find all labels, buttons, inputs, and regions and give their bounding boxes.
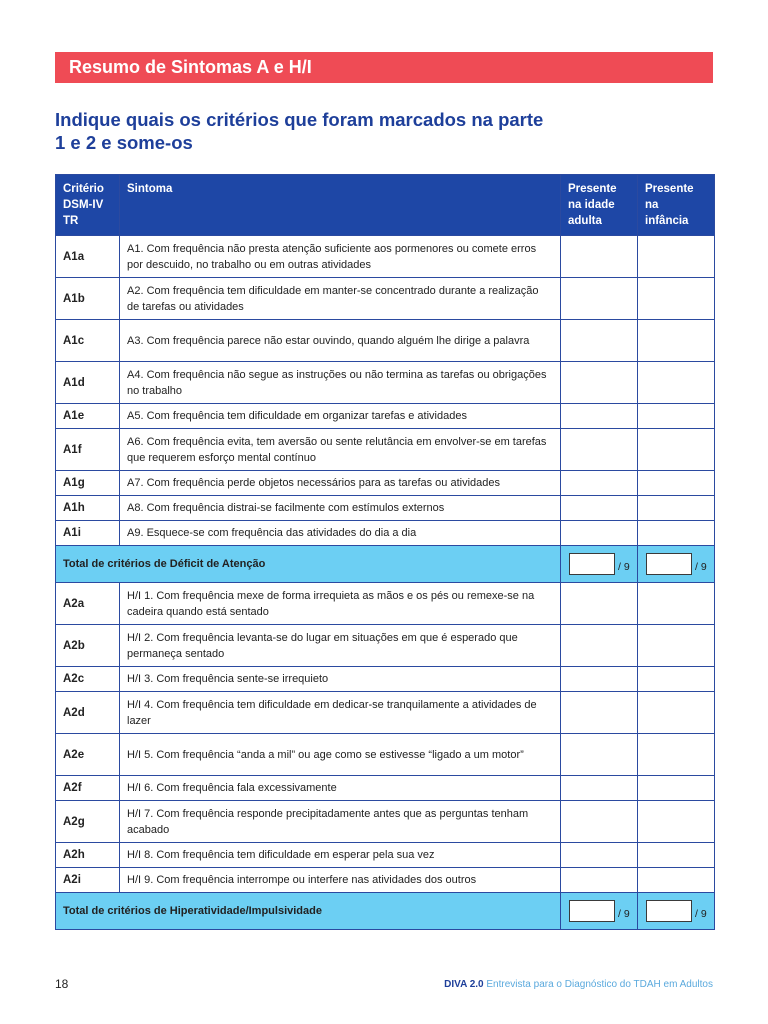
adult-checkbox-cell[interactable] [561,692,638,734]
attention-total-row [56,546,715,583]
symptom-text: A7. Com frequência perde objetos necessários para as tarefas ou atividades [120,471,561,496]
denominator: / 9 [618,561,630,573]
denominator: / 9 [618,908,630,920]
adult-checkbox-cell[interactable] [561,320,638,362]
col-header-infancia: Presente na infância [638,175,715,236]
criterion-code: A1f [56,429,120,471]
col-header-adulta: Presente na idade adulta [561,175,638,236]
adult-checkbox-cell[interactable] [561,667,638,692]
adult-checkbox-cell[interactable] [561,583,638,625]
adult-checkbox-cell[interactable] [561,868,638,893]
symptom-text: A2. Com frequência tem dificuldade em manter-se concentrado durante a realização de tarefas ou atividades [120,278,561,320]
footer-brand: DIVA 2.0 [444,979,484,990]
criterion-code: A1c [56,320,120,362]
adult-checkbox-cell[interactable] [561,236,638,278]
criterion-code: A2i [56,868,120,893]
adult-checkbox-cell[interactable] [561,776,638,801]
symptom-text: H/I 8. Com frequência tem dificuldade em esperar pela sua vez [120,843,561,868]
table-row [56,692,715,734]
table-row [56,734,715,776]
criterion-code: A1h [56,496,120,521]
col-header-sintoma: Sintoma [120,175,561,236]
adult-checkbox-cell[interactable] [561,843,638,868]
attention-total-label: Total de critérios de Déficit de Atenção [56,546,561,583]
criterion-code: A1g [56,471,120,496]
childhood-checkbox-cell[interactable] [638,429,715,471]
adult-checkbox-cell[interactable] [561,734,638,776]
table-row [56,278,715,320]
symptom-text: H/I 5. Com frequência “anda a mil” ou age como se estivesse “ligado a um motor” [120,734,561,776]
table-row [56,843,715,868]
instructions-line-1: Indique quais os critérios que foram marcados na parte [55,109,544,130]
table-header-row [56,175,715,236]
table-row [56,521,715,546]
adult-checkbox-cell[interactable] [561,521,638,546]
footer-doc-title: Entrevista para o Diagnóstico do TDAH em Adultos [486,979,713,990]
attention-total-adult-input[interactable] [569,553,615,575]
criterion-code: A1e [56,404,120,429]
criterion-code: A2b [56,625,120,667]
footer-title [444,979,713,990]
adult-checkbox-cell[interactable] [561,625,638,667]
adult-checkbox-cell[interactable] [561,362,638,404]
banner-title: Resumo de Sintomas A e H/I [69,57,312,77]
denominator: / 9 [695,908,707,920]
symptom-text: A4. Com frequência não segue as instruções ou não termina as tarefas ou obrigações no trabalho [120,362,561,404]
symptom-text: H/I 6. Com frequência fala excessivamente [120,776,561,801]
symptom-text: H/I 2. Com frequência levanta-se do lugar em situações em que é esperado que permaneça sentado [120,625,561,667]
attention-total-adult [561,546,638,583]
childhood-checkbox-cell[interactable] [638,692,715,734]
table-row [56,429,715,471]
criterion-code: A2g [56,801,120,843]
table-row [56,404,715,429]
symptom-text: H/I 7. Com frequência responde precipitadamente antes que as perguntas tenham acabado [120,801,561,843]
criterion-code: A2a [56,583,120,625]
criterion-code: A2f [56,776,120,801]
table-row [56,362,715,404]
hyper-total-childhood-input[interactable] [646,900,692,922]
childhood-checkbox-cell[interactable] [638,236,715,278]
symptom-text: A1. Com frequência não presta atenção suficiente aos pormenores ou comete erros por descuido, no trabalho ou em outras atividades [120,236,561,278]
adult-checkbox-cell[interactable] [561,404,638,429]
symptom-text: H/I 4. Com frequência tem dificuldade em dedicar-se tranquilamente a atividades de lazer [120,692,561,734]
criterion-code: A2e [56,734,120,776]
childhood-checkbox-cell[interactable] [638,496,715,521]
table-row [56,320,715,362]
instructions-line-2: 1 e 2 e some-os [55,132,193,153]
childhood-checkbox-cell[interactable] [638,667,715,692]
adult-checkbox-cell[interactable] [561,471,638,496]
table-row [56,583,715,625]
col-header-criterio: Critério DSM-IV TR [56,175,120,236]
criterion-code: A1a [56,236,120,278]
table-row [56,868,715,893]
adult-checkbox-cell[interactable] [561,278,638,320]
table-row [56,625,715,667]
criterion-code: A2d [56,692,120,734]
adult-checkbox-cell[interactable] [561,496,638,521]
criterion-code: A1i [56,521,120,546]
adult-checkbox-cell[interactable] [561,801,638,843]
symptom-text: H/I 1. Com frequência mexe de forma irrequieta as mãos e os pés ou remexe-se na cadeira quando está sentado [120,583,561,625]
table-row [56,471,715,496]
criterion-code: A1d [56,362,120,404]
instructions-heading [55,108,695,154]
symptom-summary-table [55,174,715,930]
hyper-total-childhood [638,893,715,930]
childhood-checkbox-cell[interactable] [638,843,715,868]
criterion-code: A2h [56,843,120,868]
table-row [56,801,715,843]
hyper-total-label: Total de critérios de Hiperatividade/Impulsividade [56,893,561,930]
symptom-text: A6. Com frequência evita, tem aversão ou sente relutância em envolver-se em tarefas que requerem esforço mental contínuo [120,429,561,471]
symptom-text: A8. Com frequência distrai-se facilmente com estímulos externos [120,496,561,521]
criterion-code: A2c [56,667,120,692]
section-banner [55,52,713,83]
symptom-text: H/I 3. Com frequência sente-se irrequieto [120,667,561,692]
attention-total-childhood-input[interactable] [646,553,692,575]
childhood-checkbox-cell[interactable] [638,625,715,667]
childhood-checkbox-cell[interactable] [638,734,715,776]
criterion-code: A1b [56,278,120,320]
page-number: 18 [55,977,69,991]
childhood-checkbox-cell[interactable] [638,362,715,404]
childhood-checkbox-cell[interactable] [638,776,715,801]
denominator: / 9 [695,561,707,573]
symptom-text: H/I 9. Com frequência interrompe ou interfere nas atividades dos outros [120,868,561,893]
table-row [56,496,715,521]
childhood-checkbox-cell[interactable] [638,801,715,843]
childhood-checkbox-cell[interactable] [638,404,715,429]
childhood-checkbox-cell[interactable] [638,471,715,496]
childhood-checkbox-cell[interactable] [638,583,715,625]
symptom-text: A3. Com frequência parece não estar ouvindo, quando alguém lhe dirige a palavra [120,320,561,362]
childhood-checkbox-cell[interactable] [638,320,715,362]
childhood-checkbox-cell[interactable] [638,278,715,320]
adult-checkbox-cell[interactable] [561,429,638,471]
hyper-total-row [56,893,715,930]
table-row [56,776,715,801]
symptom-text: A9. Esquece-se com frequência das atividades do dia a dia [120,521,561,546]
table-row [56,667,715,692]
childhood-checkbox-cell[interactable] [638,521,715,546]
childhood-checkbox-cell[interactable] [638,868,715,893]
symptom-text: A5. Com frequência tem dificuldade em organizar tarefas e atividades [120,404,561,429]
hyper-total-adult-input[interactable] [569,900,615,922]
attention-total-childhood [638,546,715,583]
table-row [56,236,715,278]
hyper-total-adult [561,893,638,930]
